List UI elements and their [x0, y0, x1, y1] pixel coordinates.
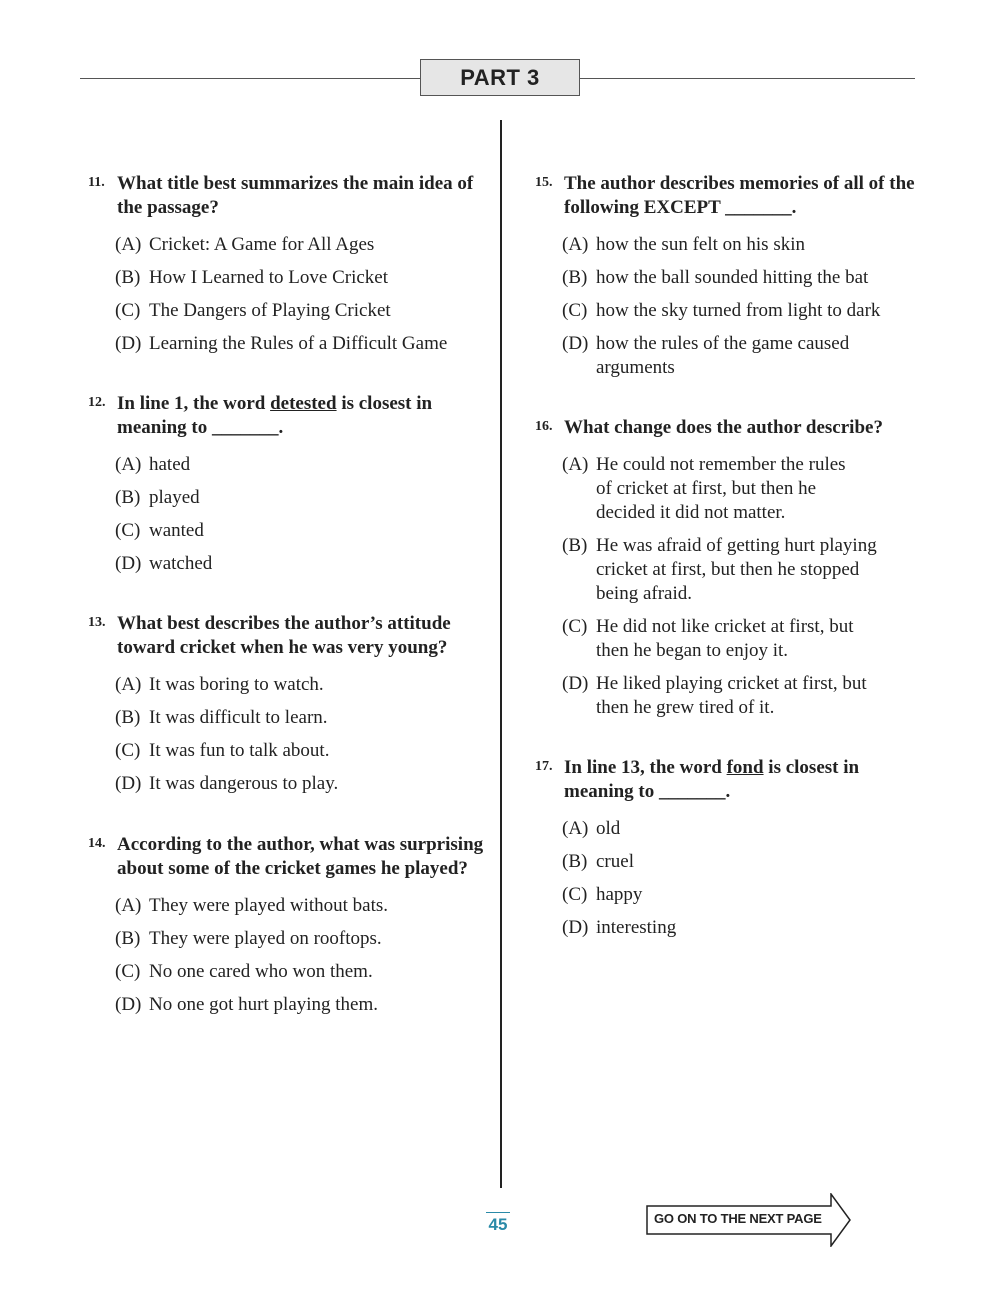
answer-option[interactable]: (C) He did not like cricket at first, but then he began to enjoy it.: [562, 616, 854, 661]
answer-option[interactable]: (D) watched: [115, 553, 213, 574]
answer-option[interactable]: (C) happy: [562, 884, 643, 905]
question-15: [535, 172, 915, 380]
answer-option[interactable]: (D) how the rules of the game caused arguments: [562, 333, 850, 378]
question-number: 13.: [88, 615, 106, 630]
question-text: In line 1, the word detested is closest in meaning to _______.: [117, 393, 433, 438]
answer-option[interactable]: (C) No one cared who won them.: [115, 961, 373, 982]
answer-options: [88, 894, 488, 1017]
answer-option[interactable]: (D) interesting: [562, 917, 677, 938]
answer-option[interactable]: (D) It was dangerous to play.: [115, 773, 339, 794]
question-text: What best describes the author’s attitude toward cricket when he was very young?: [117, 613, 451, 658]
question-text: What change does the author describe?: [564, 417, 883, 438]
question-13: [88, 612, 488, 796]
answer-options: [535, 817, 915, 940]
question-17: [535, 756, 915, 940]
question-text: What title best summarizes the main idea of the passage?: [117, 173, 474, 218]
question-number: 14.: [88, 836, 106, 851]
answer-option[interactable]: (A) old: [562, 818, 621, 839]
answer-option[interactable]: (A) how the sun felt on his skin: [562, 234, 805, 255]
answer-option[interactable]: (D) No one got hurt playing them.: [115, 994, 379, 1015]
question-text: The author describes memories of all of the following EXCEPT _______.: [564, 173, 915, 218]
answer-options: [535, 233, 915, 380]
question-number: 16.: [535, 419, 553, 434]
answer-option[interactable]: (A) They were played without bats.: [115, 895, 389, 916]
question-text: According to the author, what was surprising about some of the cricket games he played?: [117, 834, 484, 879]
right-column: [535, 172, 915, 949]
question-12: [88, 392, 488, 576]
question-text: In line 13, the word fond is closest in meaning to _______.: [564, 757, 860, 802]
answer-option[interactable]: (B) played: [115, 487, 200, 508]
answer-option[interactable]: (D) He liked playing cricket at first, but then he grew tired of it.: [562, 673, 867, 718]
answer-option[interactable]: (B) They were played on rooftops.: [115, 928, 382, 949]
header-rule-right: [580, 78, 915, 79]
answer-options: [88, 673, 488, 796]
question-number: 15.: [535, 175, 553, 190]
question-number: 17.: [535, 759, 553, 774]
answer-option[interactable]: (C) wanted: [115, 520, 204, 541]
part-title: PART 3: [420, 59, 580, 96]
answer-option[interactable]: (D) Learning the Rules of a Difficult Game: [115, 333, 448, 354]
answer-option[interactable]: (C) how the sky turned from light to dark: [562, 300, 881, 321]
answer-option[interactable]: (A) He could not remember the rules of cricket at first, but then he decided it did not matter.: [562, 454, 846, 523]
left-column: [88, 172, 488, 1026]
answer-option[interactable]: (C) The Dangers of Playing Cricket: [115, 300, 391, 321]
answer-option[interactable]: (A) hated: [115, 454, 191, 475]
answer-option[interactable]: (B) how the ball sounded hitting the bat: [562, 267, 869, 288]
question-number: 12.: [88, 395, 106, 410]
next-page-arrow[interactable]: [646, 1193, 852, 1247]
column-divider: [500, 120, 502, 1188]
underlined-word: detested: [270, 393, 337, 414]
answer-options: [88, 233, 488, 356]
header-rule-left: [80, 78, 420, 79]
answer-option[interactable]: (B) How I Learned to Love Cricket: [115, 267, 388, 288]
answer-option[interactable]: (A) It was boring to watch.: [115, 674, 324, 695]
question-11: [88, 172, 488, 356]
answer-option[interactable]: (B) It was difficult to learn.: [115, 707, 328, 728]
answer-options: [88, 453, 488, 576]
answer-options: [535, 453, 915, 720]
answer-option[interactable]: (B) He was afraid of getting hurt playing cricket at first, but then he stopped being afraid.: [562, 535, 877, 604]
question-16: [535, 416, 915, 720]
page-number: 45: [486, 1212, 510, 1235]
answer-option[interactable]: (A) Cricket: A Game for All Ages: [115, 234, 375, 255]
answer-option[interactable]: (C) It was fun to talk about.: [115, 740, 330, 761]
question-number: 11.: [88, 175, 105, 190]
question-14: [88, 833, 488, 1017]
answer-option[interactable]: (B) cruel: [562, 851, 634, 872]
next-page-label: GO ON TO THE NEXT PAGE: [654, 1211, 822, 1226]
underlined-word: fond: [726, 757, 764, 778]
